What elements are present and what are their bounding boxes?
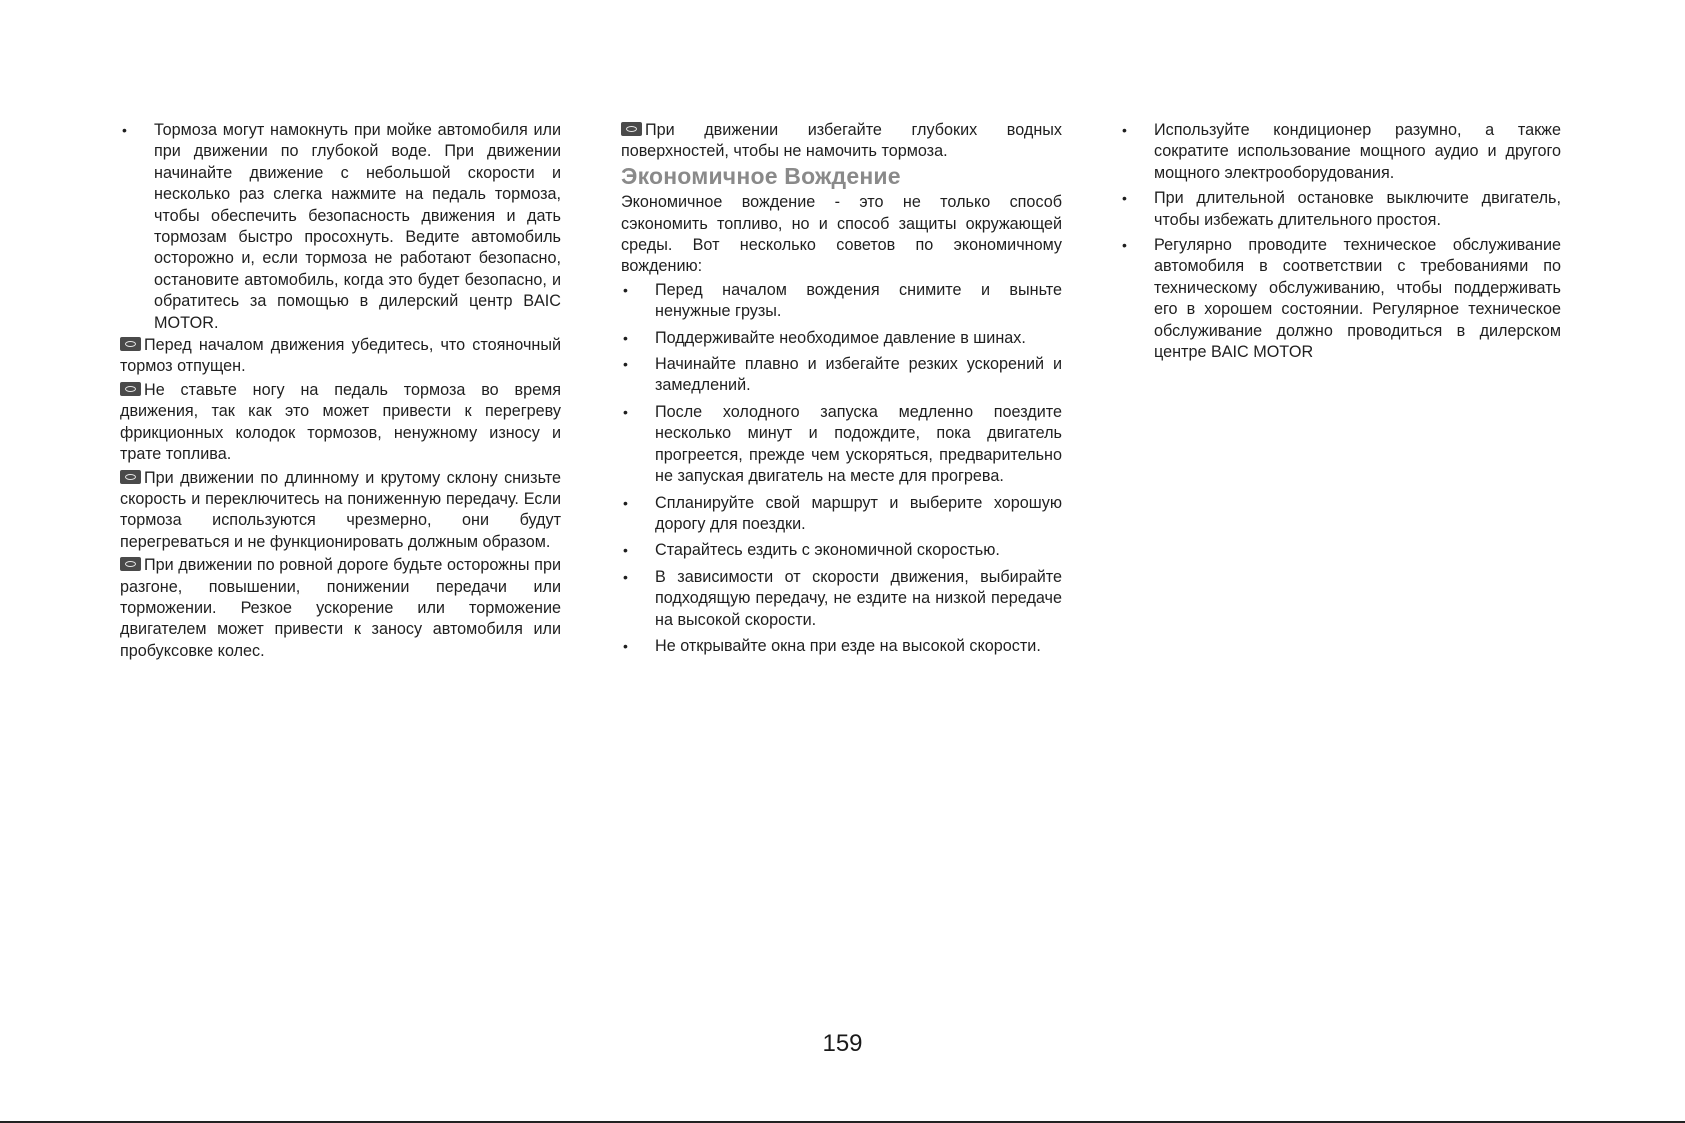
bullet-item (621, 402, 1062, 488)
note-paragraph: При движении по длинному и крутому склону снизьте скорость и переключитесь на пониженную передачу. Если тормоза используются чрезмерно, они будут перегреваться и не функционировать должным образом. (120, 468, 561, 551)
bullet-dot: • (122, 122, 127, 138)
bullet-item (1120, 188, 1561, 231)
eye-note-icon (621, 122, 642, 136)
bullet-text: Тормоза могут намокнуть при мойке автомобиля или при движении по глубокой воде. При движении начинайте движение с небольшой скорости и несколько раз слегка нажмите на педаль тормоза, чтобы обеспечить безопасность движения и дать тормозам быстро просохнуть. Ведите автомобиль осторожно и, если тормоза не работают безопасно, остановите автомобиль, когда это будет безопасно, и обратитесь за помощью в дилерский центр BAIC MOTOR. (154, 121, 561, 332)
bullet-text: Начинайте плавно и избегайте резких ускорений и замедлений. (655, 355, 1062, 395)
section-heading: Экономичное Вождение (621, 162, 901, 189)
bullet-dot: • (1122, 237, 1127, 254)
bullet-item (1120, 235, 1561, 363)
eye-note-icon (120, 557, 141, 571)
bullet-dot: • (623, 542, 628, 559)
bullet-dot: • (623, 281, 628, 298)
bullet-item (120, 120, 561, 334)
bullet-dot: • (623, 403, 628, 420)
bullet-text: Не открывайте окна при езде на высокой скорости. (655, 636, 1041, 655)
bullet-text: В зависимости от скорости движения, выбирайте подходящую передачу, не ездите на низкой передаче на высокой скорости. (655, 567, 1062, 629)
bullet-item (1120, 120, 1561, 184)
bullet-dot: • (623, 494, 628, 511)
middle-column (621, 120, 1062, 657)
note-paragraph: Перед началом движения убедитесь, что стояночный тормоз отпущен. (120, 336, 561, 376)
bullet-dot: • (623, 356, 628, 373)
intro-paragraph: Экономичное вождение - это не только способ сэкономить топливо, но и способ защиты окружающей среды. Вот несколько советов по экономичному вождению: (621, 193, 1062, 276)
bullet-text: Старайтесь ездить с экономичной скоростью. (655, 541, 1000, 560)
bullet-text: При длительной остановке выключите двигатель, чтобы избежать длительного простоя. (1154, 189, 1561, 229)
bullet-dot: • (623, 329, 628, 346)
left-column (120, 120, 561, 664)
bullet-text: Поддерживайте необходимое давление в шинах. (655, 328, 1026, 347)
bullet-item (621, 493, 1062, 536)
bullet-dot: • (1122, 122, 1127, 138)
bullet-dot: • (623, 568, 628, 585)
bullet-text: Перед началом вождения снимите и выньте ненужные грузы. (655, 280, 1062, 321)
bullet-item (621, 540, 1062, 561)
eye-note-icon (120, 337, 141, 351)
bullet-text: Спланируйте свой маршрут и выберите хорошую дорогу для поездки. (655, 493, 1062, 533)
right-column (1120, 120, 1561, 363)
bullet-text: Используйте кондиционер разумно, а также сократите использование мощного аудио и другого мощного электрооборудования. (1154, 121, 1561, 182)
bullet-dot: • (623, 637, 628, 654)
bullet-text: Регулярно проводите техническое обслуживание автомобиля в соответствии с требованиями по техническому обслуживанию, чтобы поддерживать его в хорошем состоянии. Регулярное техническое обслуживание должно проводиться в дилерском центре BAIC MOTOR (1154, 236, 1561, 362)
bullet-item (621, 567, 1062, 631)
bullet-item (621, 636, 1062, 657)
bullet-dot: • (1122, 190, 1127, 207)
eye-note-icon (120, 382, 141, 396)
bullet-item (621, 354, 1062, 397)
note-paragraph: Не ставьте ногу на педаль тормоза во время движения, так как это может привести к перегреву фрикционных колодок тормозов, ненужному износу и трате топлива. (120, 380, 561, 464)
bullet-text: После холодного запуска медленно поездите несколько минут и подождите, пока двигатель прогреется, прежде чем ускоряться, предварительно не запуская двигатель на месте для прогрева. (655, 402, 1062, 486)
page-number: 159 (822, 1030, 863, 1057)
note-paragraph: При движении избегайте глубоких водных поверхностей, чтобы не намочить тормоза. (621, 121, 1062, 161)
eye-note-icon (120, 470, 141, 484)
bullet-item (621, 280, 1062, 323)
note-paragraph: При движении по ровной дороге будьте осторожны при разгоне, повышении, понижении передачи или торможении. Резкое ускорение или торможение двигателем может привести к заносу автомобиля или пробуксовке колес. (120, 556, 561, 660)
bullet-item (621, 328, 1062, 349)
